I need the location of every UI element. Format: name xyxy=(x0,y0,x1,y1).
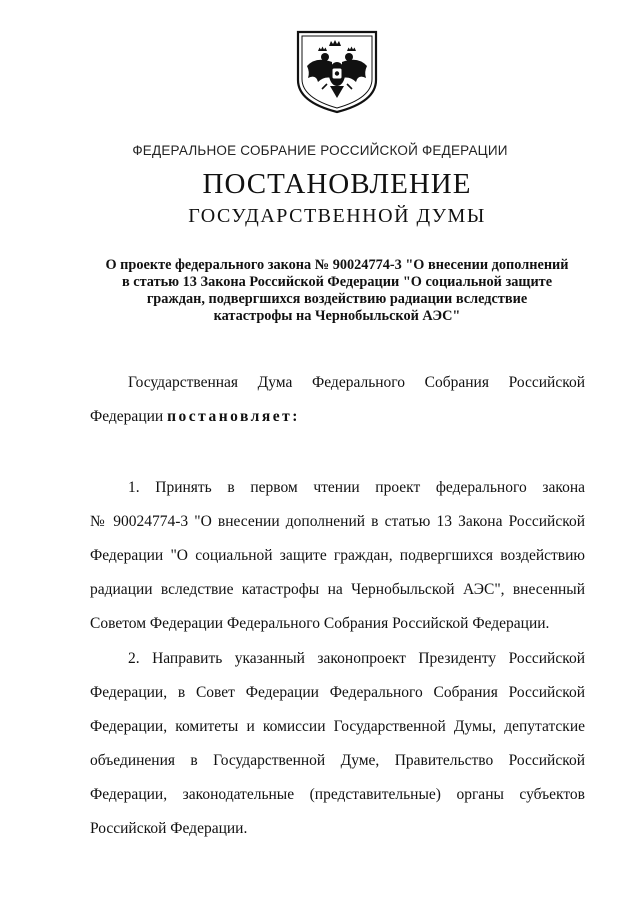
russian-coat-of-arms-icon xyxy=(294,28,380,114)
subject-line: в статью 13 Закона Российской Федерации "О социальной защите xyxy=(121,274,553,290)
paragraph-line: объединения в Государственной Думе, Правительство Российской xyxy=(90,752,585,769)
organization-header: ФЕДЕРАЛЬНОЕ СОБРАНИЕ РОССИЙСКОЙ ФЕДЕРАЦИИ xyxy=(132,143,508,158)
subject-line: катастрофы на Чернобыльской АЭС" xyxy=(213,308,461,324)
paragraph-line: Федерации, комитеты и комиссии Государственной Думы, депутатские xyxy=(90,718,585,735)
paragraph-line: 2. Направить указанный законопроект Президенту Российской xyxy=(128,650,585,667)
paragraph-line: Федерации, законодательные (представительные) органы субъектов xyxy=(90,786,585,803)
paragraph-item-2 xyxy=(90,642,585,846)
paragraph-line: Советом Федерации Федерального Собрания Российской Федерации. xyxy=(90,615,550,632)
intro-line: Государственная Дума Федерального Собрания Российской xyxy=(128,374,585,391)
paragraph-line: Российской Федерации. xyxy=(90,820,248,837)
document-subtitle: ГОСУДАРСТВЕННОЙ ДУМЫ xyxy=(188,205,486,227)
paragraph-line: радиации вследствие катастрофы на Чернобыльской АЭС", внесенный xyxy=(90,581,585,598)
paragraph-line: № 90024774-3 "О внесении дополнений в статью 13 Закона Российской xyxy=(90,513,585,530)
document-subject xyxy=(82,257,592,325)
paragraph-line: 1. Принять в первом чтении проект федерального закона xyxy=(128,479,585,496)
subject-line: граждан, подвергшихся воздействию радиации вследствие xyxy=(146,291,528,307)
paragraph-line: Федерации "О социальной защите граждан, подвергшихся воздействию xyxy=(90,547,585,564)
paragraph-line: Федерации, в Совет Федерации Федерального Собрания Российской xyxy=(90,684,585,701)
subject-line: О проекте федерального закона № 90024774-3 "О внесении дополнений xyxy=(105,257,569,273)
document-title: ПОСТАНОВЛЕНИЕ xyxy=(202,168,472,200)
intro-paragraph xyxy=(90,366,585,434)
paragraph-item-1 xyxy=(90,471,585,641)
intro-prefix: Федерации xyxy=(90,408,164,425)
resolution-verb: постановляет: xyxy=(167,408,300,425)
